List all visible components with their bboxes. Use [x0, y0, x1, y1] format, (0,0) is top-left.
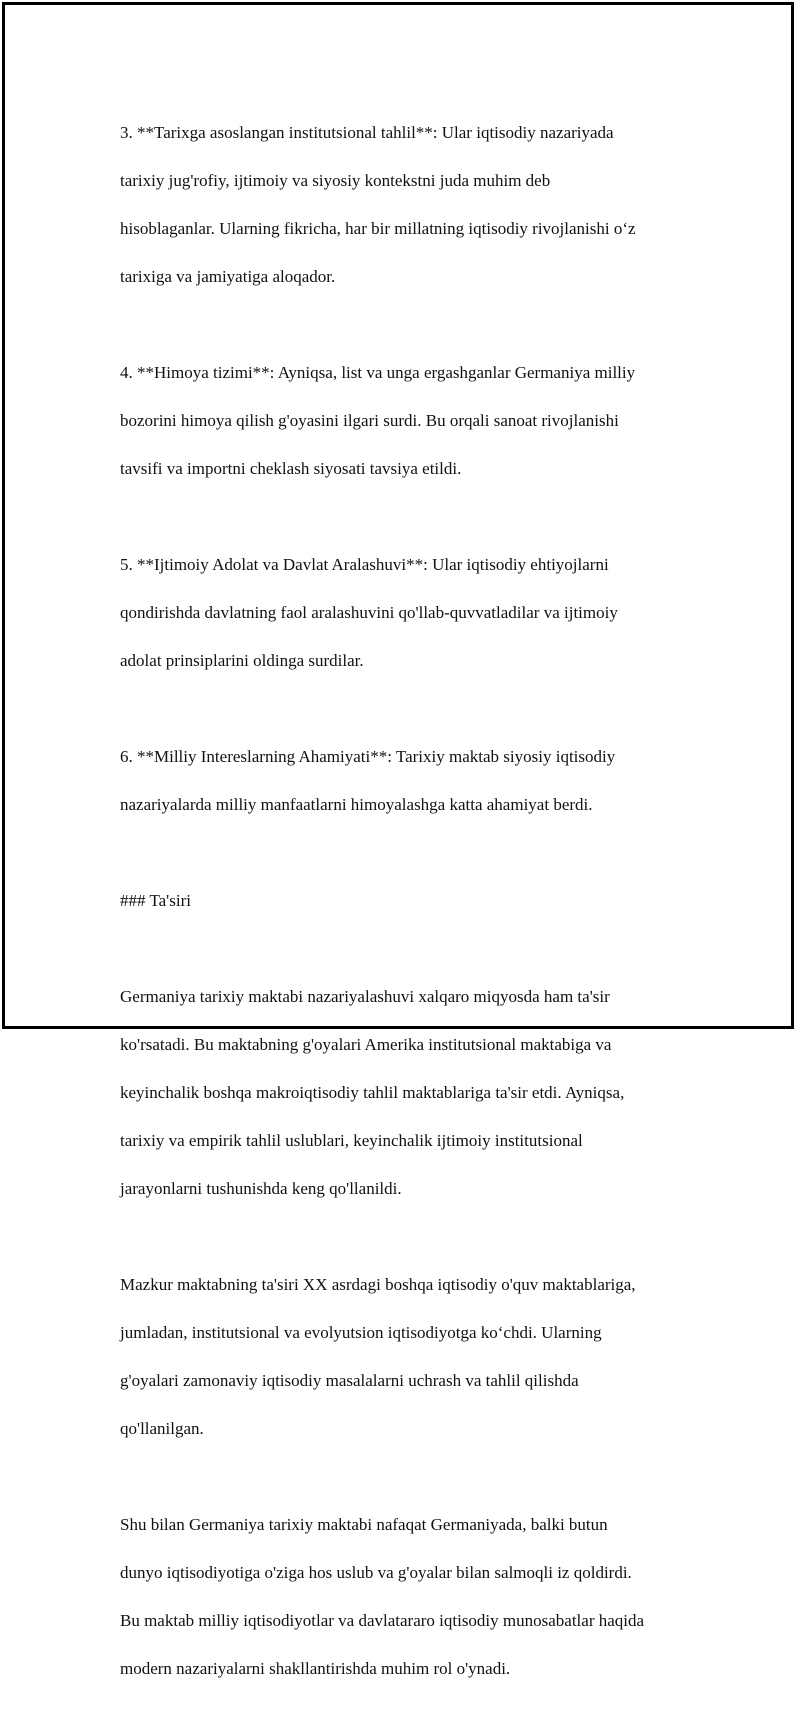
text-line: tarixiy jug'rofiy, ijtimoiy va siyosiy kontekstni juda muhim deb	[120, 171, 551, 190]
text-line: dunyo iqtisodiyotiga o'ziga hos uslub va g'oyalar bilan salmoqli iz qoldirdi.	[120, 1563, 632, 1582]
text-line: nazariyalarda milliy manfaatlarni himoyalashga katta ahamiyat berdi.	[120, 795, 593, 814]
text-line: Shu bilan Germaniya tarixiy maktabi nafaqat Germaniyada, balki butun	[120, 1515, 608, 1534]
text-line: Mazkur maktabning ta'siri XX asrdagi boshqa iqtisodiy o'quv maktablariga,	[120, 1275, 636, 1294]
text-line: g'oyalari zamonaviy iqtisodiy masalalarni uchrash va tahlil qilishda	[120, 1371, 579, 1390]
paragraph-point-5	[120, 529, 710, 697]
text-line: tarixiy va empirik tahlil uslublari, keyinchalik ijtimoiy institutsional	[120, 1131, 583, 1150]
document-body	[120, 97, 710, 1729]
text-line: adolat prinsiplarini oldinga surdilar.	[120, 651, 364, 670]
text-line: 4. **Himoya tizimi**: Ayniqsa, list va unga ergashganlar Germaniya milliy	[120, 363, 636, 382]
text-line: 3. **Tarixga asoslangan institutsional tahlil**: Ular iqtisodiy nazariyada	[120, 123, 614, 142]
paragraph-point-6	[120, 721, 710, 841]
text-line: hisoblaganlar. Ularning fikricha, har bir millatning iqtisodiy rivojlanishi o‘z	[120, 219, 636, 238]
text-line: bozorini himoya qilish g'oyasini ilgari surdi. Bu orqali sanoat rivojlanishi	[120, 411, 619, 430]
text-line: qondirishda davlatning faol aralashuvini qo'llab-quvvatladilar va ijtimoiy	[120, 603, 618, 622]
paragraph-point-4	[120, 337, 710, 505]
text-line: keyinchalik boshqa makroiqtisodiy tahlil maktablariga ta'sir etdi. Ayniqsa,	[120, 1083, 625, 1102]
document-page	[2, 2, 794, 1678]
text-line: modern nazariyalarni shakllantirishda muhim rol o'ynadi.	[120, 1659, 511, 1678]
text-line: jarayonlarni tushunishda keng qo'llanildi.	[120, 1179, 402, 1198]
text-line: 5. **Ijtimoiy Adolat va Davlat Aralashuvi**: Ular iqtisodiy ehtiyojlarni	[120, 555, 609, 574]
text-line: ko'rsatadi. Bu maktabning g'oyalari Amerika institutsional maktabiga va	[120, 1035, 612, 1054]
section-heading	[120, 865, 710, 937]
heading-text: ### Ta'siri	[120, 891, 191, 910]
paragraph-influence-1	[120, 961, 710, 1225]
paragraph-influence-2	[120, 1249, 710, 1465]
text-line: tarixiga va jamiyatiga aloqador.	[120, 267, 336, 286]
text-line: jumladan, institutsional va evolyutsion iqtisodiyotga ko‘chdi. Ularning	[120, 1323, 602, 1342]
text-line: 6. **Milliy Intereslarning Ahamiyati**: Tarixiy maktab siyosiy iqtisodiy	[120, 747, 616, 766]
text-line: qo'llanilgan.	[120, 1419, 204, 1438]
text-line: tavsifi va importni cheklash siyosati tavsiya etildi.	[120, 459, 462, 478]
paragraph-point-3	[120, 97, 710, 313]
paragraph-conclusion	[120, 1489, 710, 1705]
text-line: Germaniya tarixiy maktabi nazariyalashuvi xalqaro miqyosda ham ta'sir	[120, 987, 610, 1006]
text-line: Bu maktab milliy iqtisodiyotlar va davlatararo iqtisodiy munosabatlar haqida	[120, 1611, 645, 1630]
